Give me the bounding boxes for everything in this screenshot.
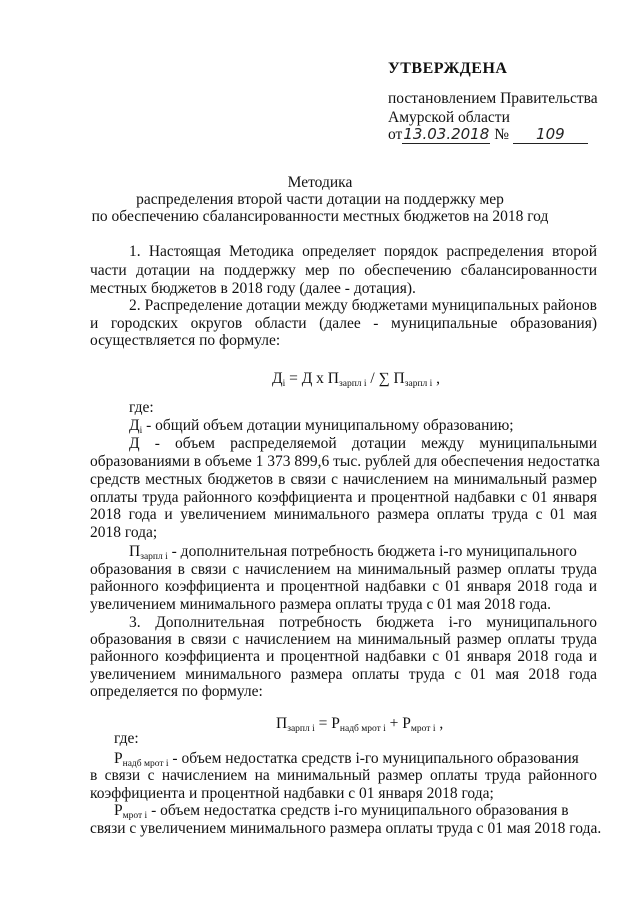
where-1: где: <box>129 399 154 416</box>
def-2-line-5: 2018 года и увеличением минимального размера оплаты труда с 01 мая <box>90 506 597 523</box>
p2-line-1: 2. Распределение дотации между бюджетами муниципальных районов <box>129 297 597 314</box>
number-prefix: № <box>494 126 509 143</box>
formula-2: $П_{зарпл i} = Р_{надб мрот i} + Р_{мрот i}$ , <box>276 715 444 734</box>
def-2-line-1: Д - объем распределяемой дотации между муниципальными <box>129 435 597 452</box>
heading-subtitle-2: по обеспечению сбалансированности местных бюджетов на 2018 год <box>91 208 549 225</box>
heading-title: Методика <box>287 174 353 191</box>
p3-line-3: районного коэффициента и процентной надбавки с 01 января 2018 года и <box>90 648 597 665</box>
def-3-line-2: образования в связи с начислением на минимальный размер оплаты труда <box>90 561 597 578</box>
approval-date-line <box>388 125 588 144</box>
def-2-line-4: оплаты труда районного коэффициента и процентной надбавки с 01 января <box>90 489 597 506</box>
where-2: где: <box>114 730 139 747</box>
p3-line-1: 3. Дополнительная потребность бюджета i-го муниципального <box>129 614 597 631</box>
def-5-line-2: связи с увеличением минимального размера оплаты труда с 01 мая 2018 года. <box>90 820 602 837</box>
heading-subtitle-1: распределения второй части дотации на поддержку мер <box>136 191 504 208</box>
p1-line-1: 1. Настоящая Методика определяет порядок распределения второй <box>129 243 597 260</box>
def-4-line-3: коэффициента и процентной надбавки с 01 января 2018 года; <box>90 785 494 802</box>
def-3-line-4: увеличением минимального размера оплаты труда с 01 мая 2018 года. <box>90 596 552 613</box>
def-2-line-6: 2018 года; <box>90 524 158 541</box>
def-2-line-3: средств местных бюджетов в связи с начислением на минимальный размер <box>90 471 597 488</box>
p3-line-5: определяется по формуле: <box>90 683 263 700</box>
p1-line-3: местных бюджетов в 2018 году (далее - дотация). <box>90 280 416 297</box>
def-1: $Д_i$ - общий объем дотации муниципальному образованию; <box>129 417 514 436</box>
approval-number: 109 <box>513 125 588 144</box>
def-2-line-2: образованиями в объеме 1 373 899,6 тыс. рублей для обеспечения недостатка <box>90 453 600 470</box>
approval-title: УТВЕРЖДЕНА <box>388 60 508 77</box>
p2-line-3: осуществляется по формуле: <box>90 332 281 349</box>
p3-line-4: увеличением минимального размера оплаты труда с 01 мая 2018 года <box>90 666 597 683</box>
date-prefix: от <box>388 126 403 143</box>
approval-date: 13.03.2018 <box>403 125 490 143</box>
p3-line-2: образования в связи с начислением на минимальный размер оплаты труда <box>90 631 597 648</box>
def-4-line-2: в связи с начислением на минимальный размер оплаты труда районного <box>90 767 597 784</box>
formula-1: $Д_i = Д$ х $П_{зарпл i}$ / ∑ $П_{зарпл i}$ , <box>272 370 441 389</box>
p2-line-2: и городских округов области (далее - муниципальные образования) <box>90 315 597 332</box>
def-3-line-3: районного коэффициента и процентной надбавки с 01 января 2018 года и <box>90 578 597 595</box>
def-4-line-1: $Р_{надб мрот i}$ - объем недостатка средств i-го муниципального образования <box>114 750 579 769</box>
def-3-line-1: $П_{зарпл i}$ - дополнительная потребность бюджета i-го муниципального <box>129 543 577 562</box>
p1-line-2: части дотации на поддержку мер по обеспечению сбалансированности <box>90 262 597 279</box>
approval-line1: постановлением Правительства <box>388 90 598 107</box>
approval-line2: Амурской области <box>388 109 510 126</box>
def-5-line-1: $Р_{мрот i}$ - объем недостатка средств i-го муниципального образования в <box>114 802 569 821</box>
